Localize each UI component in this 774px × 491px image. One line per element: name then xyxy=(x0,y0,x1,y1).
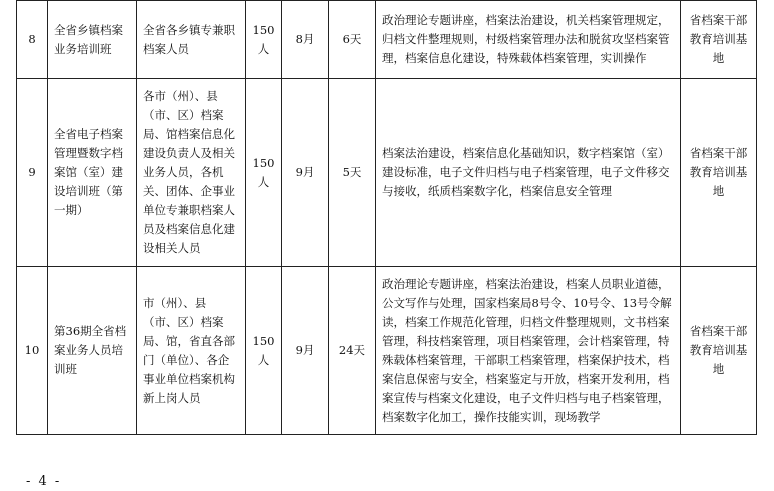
row-number: 8 xyxy=(17,1,48,79)
trainee-count: 150人 xyxy=(246,1,282,79)
course-name: 全省电子档案管理暨数字档案馆（室）建设培训班（第一期） xyxy=(48,79,137,267)
training-content: 政治理论专题讲座，档案法治建设，机关档案管理规定，归档文件整理规则，村级档案管理办法和脱贫攻坚档案管理，档案信息化建设，特殊载体档案管理，实训操作 xyxy=(376,1,681,79)
course-name: 全省乡镇档案业务培训班 xyxy=(48,1,137,79)
training-month: 8月 xyxy=(282,1,329,79)
trainee-count: 150人 xyxy=(246,267,282,435)
row-number: 9 xyxy=(17,79,48,267)
trainee-count: 150人 xyxy=(246,79,282,267)
table-row xyxy=(17,267,757,435)
training-content: 档案法治建设，档案信息化基础知识，数字档案馆（室）建设标准，电子文件归档与电子档案管理，电子文件移交与接收，纸质档案数字化，档案信息安全管理 xyxy=(376,79,681,267)
trainee-target: 市（州）、县（市、区）档案局、馆，省直各部门（单位）、各企事业单位档案机构新上岗人员 xyxy=(137,267,246,435)
training-month: 9月 xyxy=(282,267,329,435)
trainee-target: 全省各乡镇专兼职档案人员 xyxy=(137,1,246,79)
training-content: 政治理论专题讲座，档案法治建设，档案人员职业道德，公文写作与处理，国家档案局8号令、10号令、13号令解读，档案工作规范化管理，归档文件整理规则，文书档案管理，科技档案管理，项目档案管理，会计档案管理，特殊载体档案管理，干部职工档案管理，档案保护技术，档案信息保密与安全，档案鉴定与开放，档案开发利用，档案宣传与档案文化建设，电子文件归档与电子档案管理，档案数字化加工，操作技能实训，现场教学 xyxy=(376,267,681,435)
training-days: 5天 xyxy=(329,79,376,267)
table-row xyxy=(17,79,757,267)
training-place: 省档案干部教育培训基地 xyxy=(681,1,757,79)
table-row xyxy=(17,1,757,79)
training-place: 省档案干部教育培训基地 xyxy=(681,79,757,267)
course-name: 第36期全省档案业务人员培训班 xyxy=(48,267,137,435)
training-days: 24天 xyxy=(329,267,376,435)
row-number: 10 xyxy=(17,267,48,435)
page-number: - 4 - xyxy=(26,474,62,489)
trainee-target: 各市（州）、县（市、区）档案局、馆档案信息化建设负责人及相关业务人员，各机关、团体、企事业单位专兼职档案人员及档案信息化建设相关人员 xyxy=(137,79,246,267)
training-days: 6天 xyxy=(329,1,376,79)
training-month: 9月 xyxy=(282,79,329,267)
training-place: 省档案干部教育培训基地 xyxy=(681,267,757,435)
training-plan-table xyxy=(16,0,757,435)
